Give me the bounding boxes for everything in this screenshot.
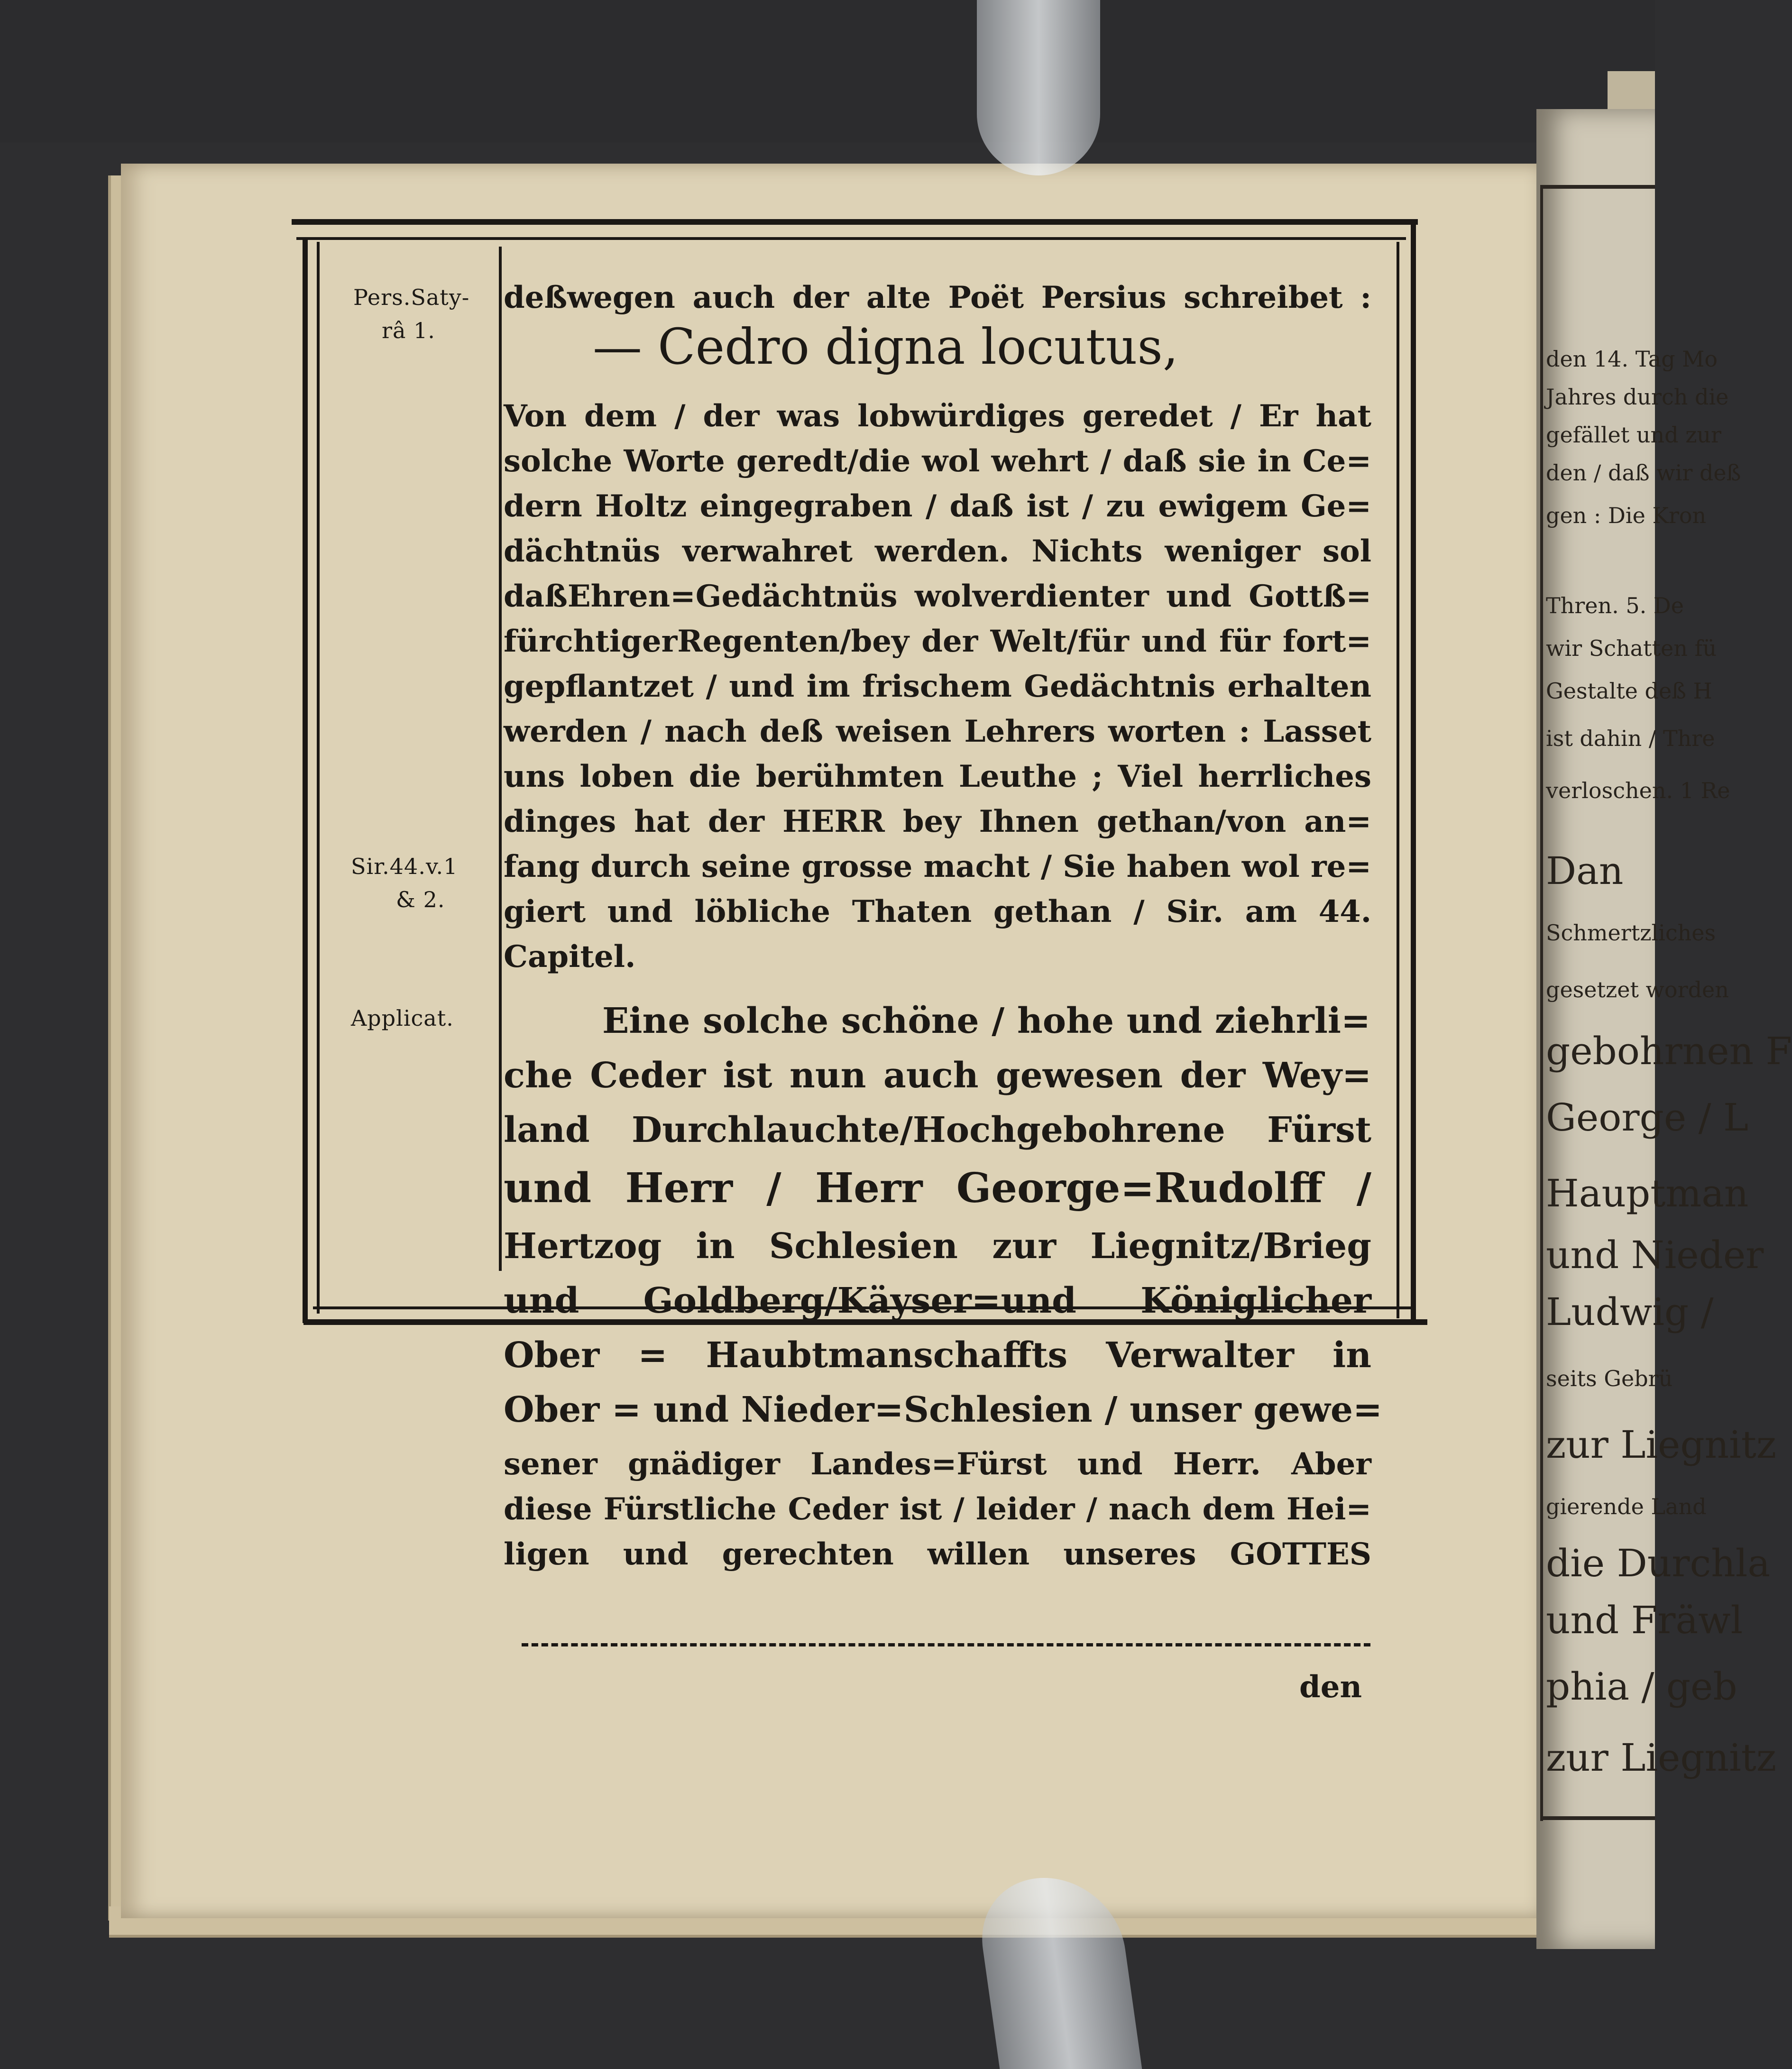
frame-rule-left-outer <box>303 237 308 1323</box>
margin-column-rule <box>499 247 502 1271</box>
text-line: fang durch seine grosse macht / Sie haben wol re= <box>504 849 1371 884</box>
page-clip-top <box>977 0 1100 175</box>
text-line: Ober = und Nieder=Schlesien / unser gewe= <box>504 1389 1382 1430</box>
frame-rule-right-inner <box>1397 242 1399 1318</box>
text-line: daßEhren=Gedächtnüs wolverdienter und Gottß= <box>504 579 1371 614</box>
text-line: Hertzog in Schlesien zur Liegnitz/Brieg <box>504 1226 1371 1267</box>
text-line: solche Worte geredt/die wol wehrt / daß sie in Ce= <box>504 443 1371 479</box>
text-line: dern Holtz eingegraben / daß ist / zu ewigem Ge= <box>504 488 1371 524</box>
text-line: dinges hat der HERR bey Ihnen gethan/von an= <box>504 804 1371 839</box>
right-text-line: gen : Die Kron <box>1546 503 1707 528</box>
text-line: Ober = Haubtmanschaffts Verwalter in <box>504 1335 1371 1376</box>
margin-note-persius: Pers.Saty- <box>353 285 470 310</box>
right-text-line: ist dahin / Thre <box>1546 726 1715 751</box>
text-line: und Goldberg/Käyser=und Königlicher <box>504 1280 1371 1321</box>
right-book-page <box>1536 109 1792 1949</box>
text-line: sener gnädiger Landes=Fürst und Herr. Aber <box>504 1446 1371 1482</box>
text-line-name: und Herr / Herr George=Rudolff / <box>504 1164 1371 1212</box>
right-text-line: verloschen. 1 Re <box>1546 778 1730 803</box>
right-text-line: die Durchla <box>1546 1541 1771 1585</box>
right-text-line: wir Schatten fü <box>1546 635 1717 661</box>
frame-rule-top-inner <box>296 237 1406 240</box>
right-text-line: seits Gebrü <box>1546 1366 1673 1391</box>
right-text-line: Thren. 5. De <box>1546 593 1684 618</box>
latin-quote: — Cedro digna locutus, <box>593 318 1178 376</box>
text-line: gepflantzet / und im frischem Gedächtnis erhalten <box>504 669 1371 704</box>
right-text-line: und Nieder <box>1546 1233 1764 1277</box>
right-text-line: Dan <box>1546 849 1624 893</box>
right-text-line: gefället und zur <box>1546 422 1722 448</box>
right-page-text <box>1536 109 1792 1949</box>
right-text-line: Jahres durch die <box>1546 384 1729 410</box>
margin-note-sirach: Sir.44.v.1 <box>351 854 458 879</box>
right-text-line: den 14. Tag Mo <box>1546 346 1718 372</box>
text-line: diese Fürstliche Ceder ist / leider / nach dem Hei= <box>504 1491 1371 1527</box>
text-line: Eine solche schöne / hohe und ziehrli= <box>602 1001 1370 1041</box>
frame-rule-right-outer <box>1411 223 1416 1323</box>
scanner-backdrop <box>0 0 1655 142</box>
margin-note-applicat: Applicat. <box>351 1005 454 1031</box>
margin-note-sirach-cont: & 2. <box>396 887 445 912</box>
text-line: giert und löbliche Thaten gethan / Sir. am 44. <box>504 894 1371 929</box>
right-text-line: zur Liegnitz <box>1546 1736 1777 1780</box>
text-line: werden / nach deß weisen Lehrers worten : Lasset <box>504 714 1371 749</box>
right-text-line: George / L <box>1546 1095 1749 1140</box>
text-line: che Ceder ist nun auch gewesen der Wey= <box>504 1055 1371 1096</box>
frame-rule-left-inner <box>317 242 320 1314</box>
right-text-line: Gestalte deß H <box>1546 678 1712 704</box>
frame-rule-top-outer <box>292 219 1418 225</box>
right-text-line: gierende Land <box>1546 1494 1707 1519</box>
right-text-line: phia / geb <box>1546 1664 1737 1709</box>
text-line: fürchtigerRegenten/bey der Welt/für und für fort= <box>504 624 1371 659</box>
text-line: ligen und gerechten willen unseres GOTTES <box>504 1536 1371 1572</box>
right-text-line: zur Liegnitz <box>1546 1423 1777 1467</box>
right-text-line: gebohrnen F <box>1546 1029 1792 1073</box>
text-line: deßwegen auch der alte Poët Persius schreibet : <box>504 280 1371 315</box>
text-line: Capitel. <box>504 939 636 975</box>
right-text-line: gesetzet worden <box>1546 977 1729 1002</box>
text-line: uns loben die berühmten Leuthe ; Viel herrliches <box>504 759 1371 794</box>
text-end-rule <box>522 1643 1370 1646</box>
text-line: dächtnüs verwahret werden. Nichts weniger sol <box>504 533 1371 569</box>
right-text-line: den / daß wir deß <box>1546 460 1741 486</box>
right-text-line: und Fräwl <box>1546 1598 1743 1642</box>
right-text-line: Hauptman <box>1546 1171 1749 1215</box>
right-text-line: Ludwig / <box>1546 1290 1714 1334</box>
right-text-line: Schmertzliches <box>1546 920 1716 946</box>
margin-note-persius-cont: râ 1. <box>382 318 435 343</box>
text-line: Von dem / der was lobwürdiges geredet / Er hat <box>504 398 1371 434</box>
text-line: land Durchlauchte/Hochgebohrene Fürst <box>504 1110 1371 1150</box>
catchword: den <box>1299 1669 1362 1705</box>
